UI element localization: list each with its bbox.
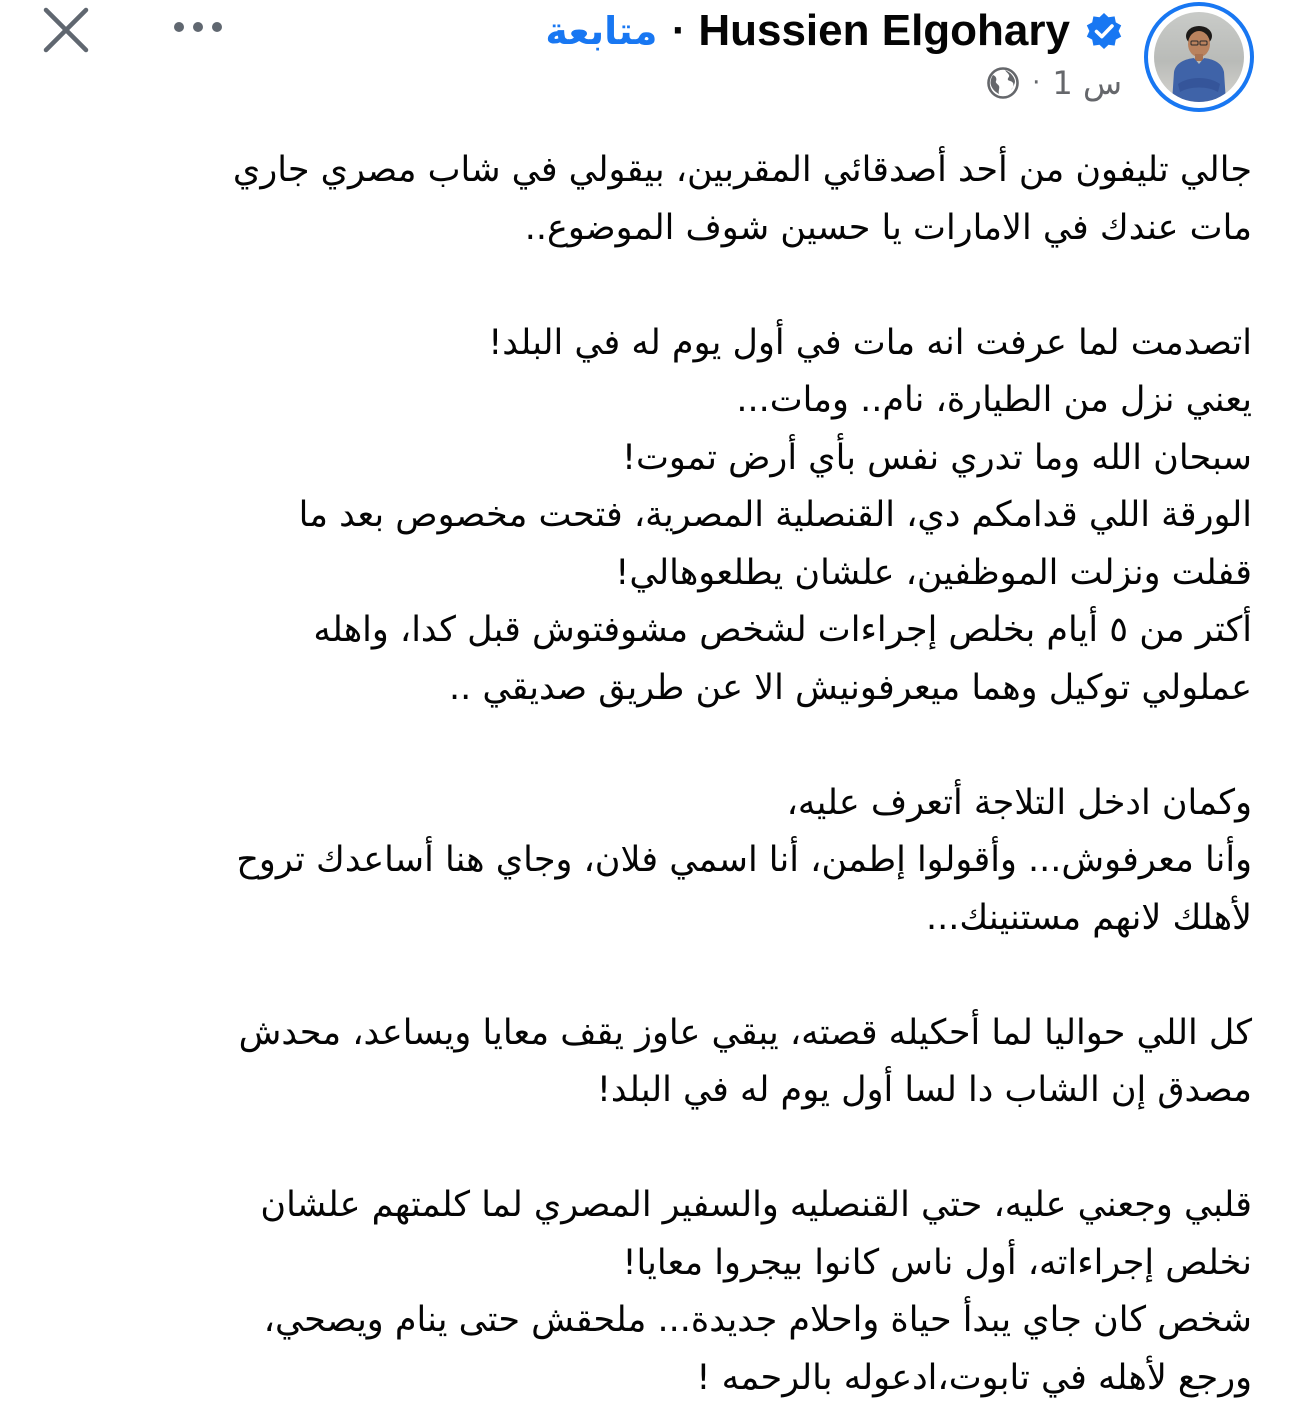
post-header [358, 0, 1258, 120]
more-options-icon [170, 12, 226, 42]
post-line: جالي تليفون من أحد أصدقائي المقربين، بيقولي في شاب مصري جاري [38, 142, 1252, 200]
post-line: يعني نزل من الطيارة، نام.. ومات... [38, 372, 1252, 430]
post-line: مصدق إن الشاب دا لسا أول يوم له في البلد! [38, 1062, 1252, 1120]
post-line: ورجع لأهله في تابوت،ادعوله بالرحمه ! [38, 1350, 1252, 1407]
post-line-blank [38, 947, 1252, 1005]
post-line-blank [38, 257, 1252, 315]
post-meta [986, 64, 1122, 102]
author-name[interactable]: Hussien Elgohary [698, 6, 1070, 56]
post-timestamp[interactable]: 1 س [1052, 64, 1122, 102]
post-line: سبحان الله وما تدري نفس بأي أرض تموت! [38, 430, 1252, 488]
post-line: كل اللي حواليا لما أحكيله قصته، يبقي عاوز يقف معايا ويساعد، محدش [38, 1005, 1252, 1063]
verified-badge-icon [1084, 11, 1124, 51]
more-options-button[interactable] [170, 12, 226, 42]
post-line: وكمان ادخل التلاجة أتعرف عليه، [38, 775, 1252, 833]
close-button[interactable] [40, 4, 92, 56]
post-line-blank [38, 717, 1252, 775]
post-line: مات عندك في الامارات يا حسين شوف الموضوع.. [38, 200, 1252, 258]
post-line: لأهلك لانهم مستنينك... [38, 890, 1252, 948]
post-line: أكتر من ٥ أيام بخلص إجراءات لشخص مشوفتوش قبل كدا، واهله [38, 602, 1252, 660]
author-avatar[interactable] [1144, 2, 1254, 112]
post-line: عملولي توكيل وهما ميعرفونيش الا عن طريق صديقي .. [38, 660, 1252, 718]
post-line: وأنا معرفوش... وأقولوا إطمن، أنا اسمي فلان، وجاي هنا أساعدك تروح [38, 832, 1252, 890]
author-line [545, 6, 1124, 56]
meta-separator: · [1032, 68, 1040, 98]
post-body [38, 142, 1252, 1407]
post-line: شخص كان جاي يبدأ حياة واحلام جديدة... ملحقش حتى ينام ويصحي، [38, 1292, 1252, 1350]
post-line: نخلص إجراءاته، أول ناس كانوا بيجروا معايا! [38, 1235, 1252, 1293]
follow-button[interactable]: متابعة [545, 9, 657, 53]
post-line: الورقة اللي قدامكم دي، القنصلية المصرية، فتحت مخصوص بعد ما [38, 487, 1252, 545]
post-line: قلبي وجعني عليه، حتي القنصليه والسفير المصري لما كلمتهم علشان [38, 1177, 1252, 1235]
post-line: اتصدمت لما عرفت انه مات في أول يوم له في البلد! [38, 315, 1252, 373]
close-icon [40, 4, 92, 56]
post-line: قفلت ونزلت الموظفين، علشان يطلعوهالي! [38, 545, 1252, 603]
globe-icon [986, 66, 1020, 100]
post-line-blank [38, 1120, 1252, 1178]
avatar-photo [1154, 12, 1244, 102]
separator-dot: · [671, 11, 684, 51]
